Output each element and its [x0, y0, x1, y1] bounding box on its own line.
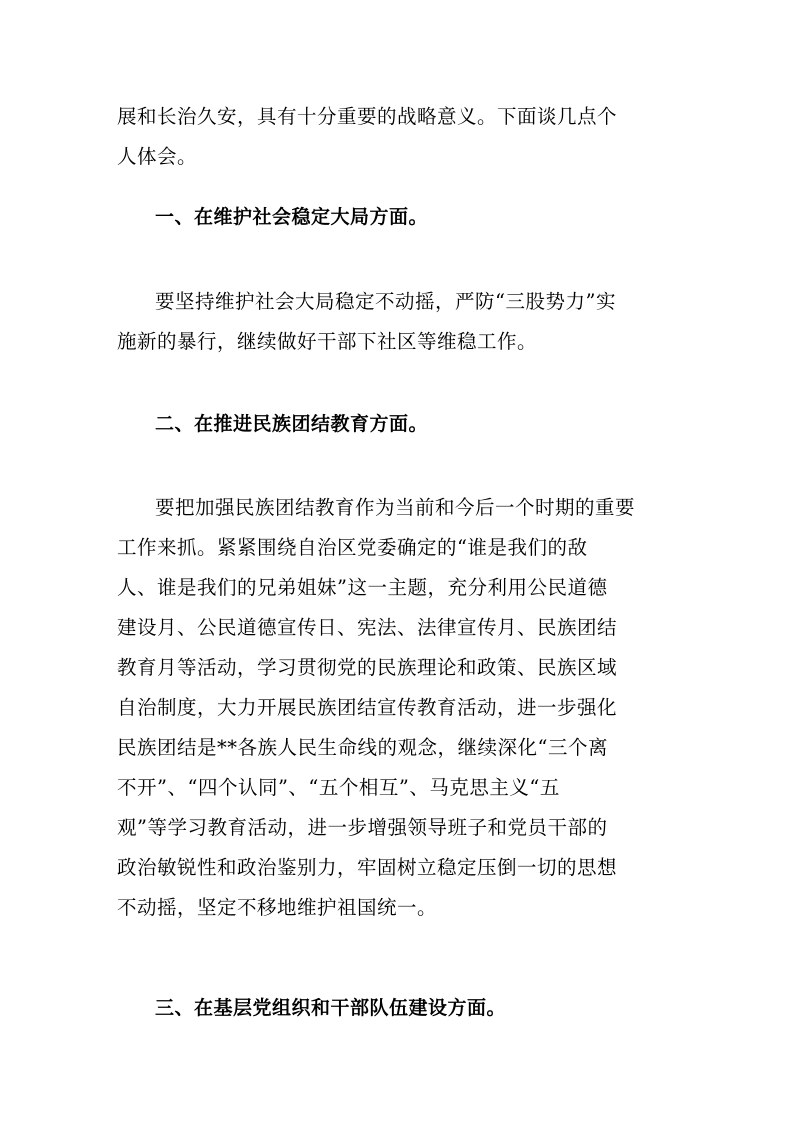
paragraph-line: 展和长治久安，具有十分重要的战略意义。下面谈几点个 — [117, 105, 618, 128]
paragraph-line: 民族团结是**各族人民生命线的观念，继续深化“三个离 — [117, 736, 608, 759]
paragraph-line: 施新的暴行，继续做好干部下社区等维稳工作。 — [117, 330, 538, 353]
paragraph-line: 要把加强民族团结教育作为当前和今后一个时期的重要 — [155, 496, 636, 519]
paragraph-line: 不动摇，坚定不移地维护祖国统一。 — [117, 896, 438, 919]
paragraph-line: 自治制度，大力开展民族团结宣传教育活动，进一步强化 — [117, 696, 618, 719]
section-heading-2: 二、在推进民族团结教育方面。 — [155, 413, 429, 435]
paragraph-line: 要坚持维护社会大局稳定不动摇，严防“三股势力”实 — [155, 290, 616, 313]
paragraph-line: 人、谁是我们的兄弟姐妹”这一主题，充分利用公民道德 — [117, 576, 608, 599]
paragraph-line: 教育月等活动，学习贯彻党的民族理论和政策、民族区域 — [117, 656, 618, 679]
section-heading-3: 三、在基层党组织和干部队伍建设方面。 — [155, 997, 507, 1019]
paragraph-line: 工作来抓。紧紧围绕自治区党委确定的“谁是我们的敌 — [117, 536, 588, 559]
paragraph-line: 建设月、公民道德宣传日、宪法、法律宣传月、民族团结 — [117, 616, 618, 639]
paragraph-line: 不开”、“四个认同”、“五个相互”、马克思主义“五 — [117, 776, 560, 799]
paragraph-line: 人体会。 — [117, 145, 198, 168]
section-heading-1: 一、在维护社会稳定大局方面。 — [155, 206, 429, 228]
paragraph-line: 观”等学习教育活动，进一步增强领导班子和党员干部的 — [117, 816, 608, 839]
paragraph-line: 政治敏锐性和政治鉴别力，牢固树立稳定压倒一切的思想 — [117, 856, 618, 879]
